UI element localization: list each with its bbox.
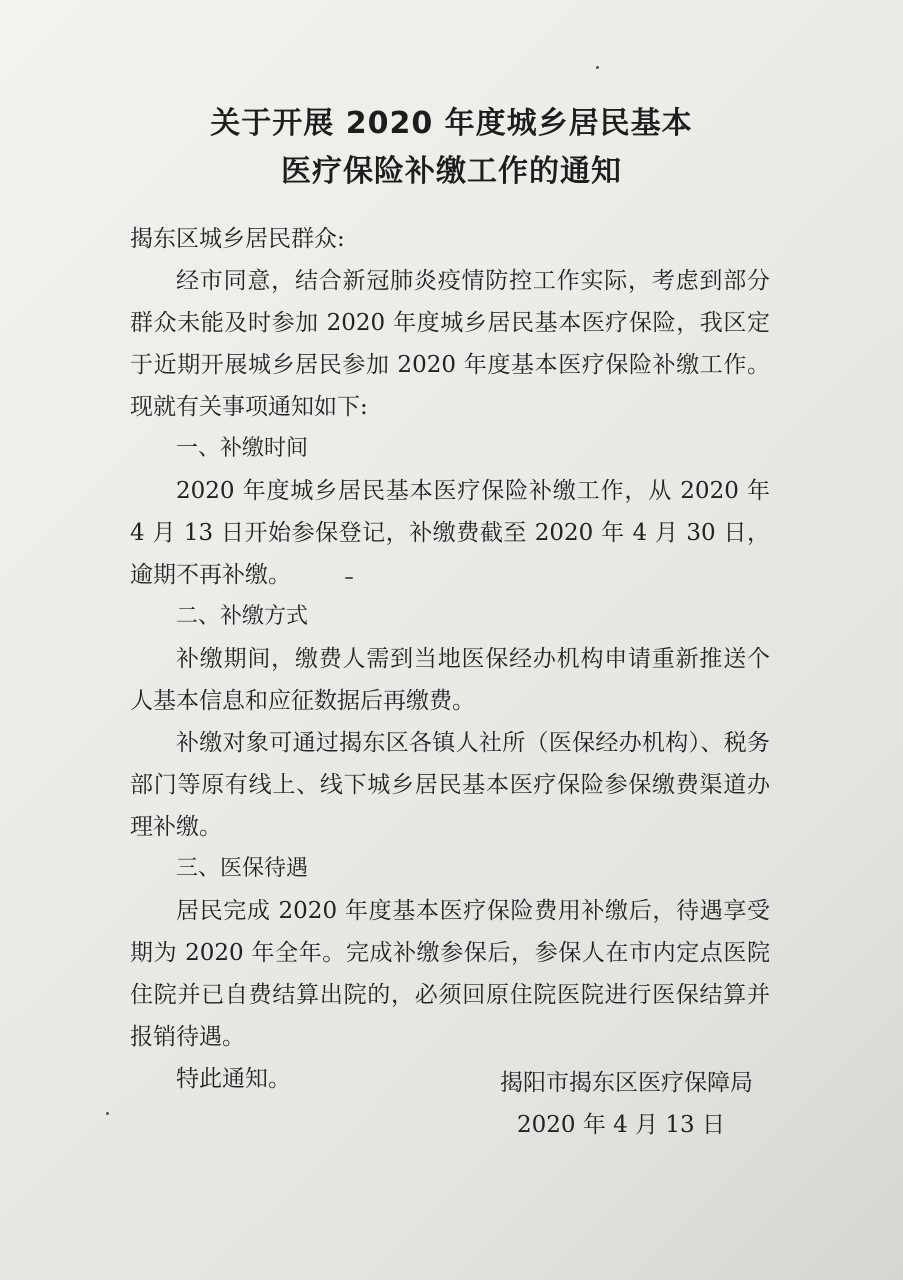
section-3-heading: 三、医保待遇 xyxy=(176,856,309,881)
section-1-heading: 一、补缴时间 xyxy=(176,436,309,461)
section-1-paragraph: 2020 年度城乡居民基本医疗保险补缴工作，从 2020 年 4 月 13 日开始参保登记，补缴费截至 2020 年 4 月 30 日，逾期不再补缴。 xyxy=(130,478,770,588)
title-line-2: 医疗保险补缴工作的通知 xyxy=(281,154,622,189)
document-body xyxy=(130,218,770,1100)
issue-date: 2020 年 4 月 13 日 xyxy=(517,1112,725,1138)
paper-speck xyxy=(106,1112,109,1115)
signature-block xyxy=(500,1062,753,1146)
paper-speck xyxy=(596,66,599,69)
closing-line: 特此通知。 xyxy=(176,1066,291,1092)
section-3-paragraph: 居民完成 2020 年度基本医疗保险费用补缴后，待遇享受期为 2020 年全年。完成补缴参保后，参保人在市内定点医院住院并已自费结算出院的，必须回原住院医院进行医保结算并报销待遇。 xyxy=(130,898,770,1050)
document-title xyxy=(0,100,903,196)
section-2-heading: 二、补缴方式 xyxy=(176,604,309,629)
issuer-name: 揭阳市揭东区医疗保障局 xyxy=(500,1070,753,1096)
paper-speck xyxy=(345,577,353,579)
intro-paragraph: 经市同意，结合新冠肺炎疫情防控工作实际，考虑到部分群众未能及时参加 2020 年度城乡居民基本医疗保险，我区定于近期开展城乡居民参加 2020 年度基本医疗保险补缴工作。现就有关事项通知如下: xyxy=(130,268,770,420)
salutation: 揭东区城乡居民群众: xyxy=(130,226,345,252)
section-2-paragraph-2: 补缴对象可通过揭东区各镇人社所（医保经办机构）、税务部门等原有线上、线下城乡居民基本医疗保险参保缴费渠道办理补缴。 xyxy=(130,730,770,840)
section-2-paragraph-1: 补缴期间，缴费人需到当地医保经办机构申请重新推送个人基本信息和应征数据后再缴费。 xyxy=(130,646,770,714)
title-line-1: 关于开展 2020 年度城乡居民基本 xyxy=(210,106,693,141)
